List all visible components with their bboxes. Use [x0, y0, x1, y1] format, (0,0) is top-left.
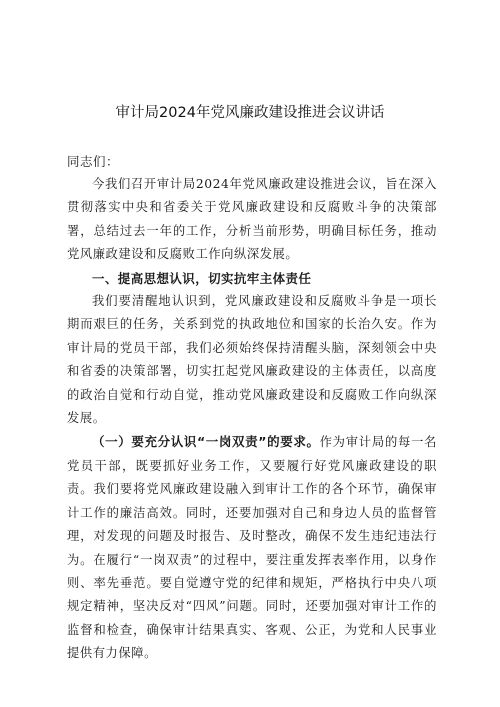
- subsection-heading: （一）要充分认识“一岗双责”的要求。: [92, 434, 320, 450]
- subsection-text: 作为审计局的每一名党员干部，既要抓好业务工作，又要履行好党风廉政建设的职责。我们要将党风廉政建设融入到审计工作的各个环节，确保审计工作的廉洁高效。同时，还要加强对自己和身边人员的监督管理，对发现的问题及时报告、及时整改，确保不发生违纪违法行为。在履行“一岗双责”的过程中，要注重发挥表率作用，以身作则、率先垂范。要自觉遵守党的纪律和规矩，严格执行中央八项规定精神，坚决反对“四风”问题。同时，还要加强对审计工作的监督和检查，确保审计结果真实、客观、公正，为党和人民事业提供有力保障。: [67, 435, 437, 661]
- subsection-paragraph: [67, 430, 437, 665]
- section-heading: 一、提高思想认识，切实抗牢主体责任: [92, 270, 312, 286]
- document-body: [67, 150, 437, 666]
- section-paragraph: 我们要清醒地认识到，党风廉政建设和反腐败斗争是一项长期而艰巨的任务，关系到党的执政地位和国家的长治久安。作为审计局的党员干部，我们必须始终保持清醒头脑，深刻领会中央和省委的决策部署，切实扛起党风廉政建设的主体责任，以高度的政治自觉和行动自觉，推动党风廉政建设和反腐败工作向纵深发展。: [67, 294, 437, 426]
- document-title: 审计局2024年党风廉政建设推进会议讲话: [115, 105, 385, 121]
- intro-paragraph: 今我们召开审计局2024年党风廉政建设推进会议，旨在深入贯彻落实中央和省委关于党风廉政建设和反腐败斗争的决策部署，总结过去一年的工作，分析当前形势，明确目标任务，推动党风廉政建设和反腐败工作向纵深发展。: [67, 177, 437, 262]
- salutation: 同志们：: [67, 154, 120, 169]
